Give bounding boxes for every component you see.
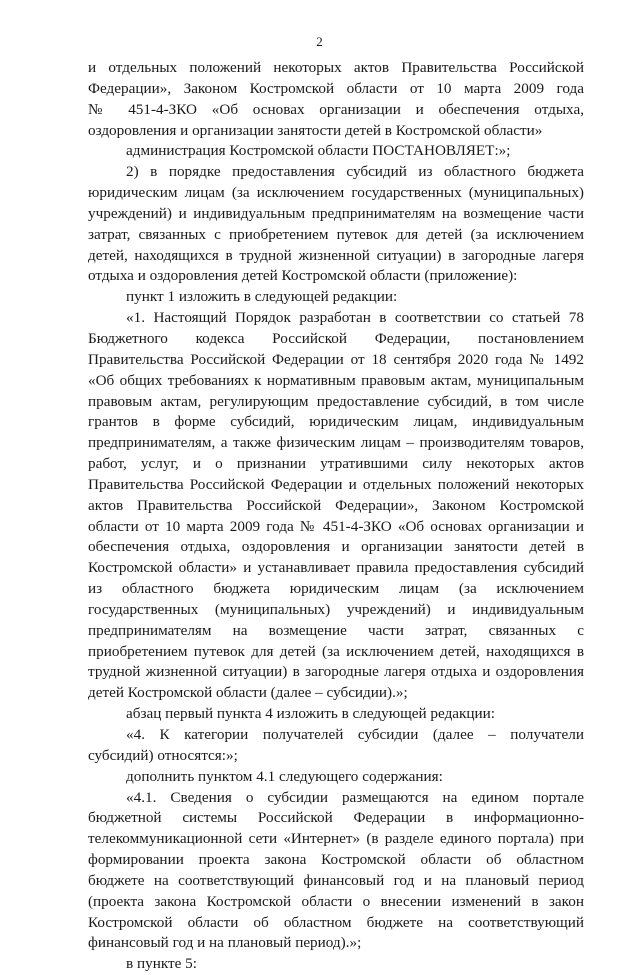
text-line: телекоммуникационной сети «Интернет» (в разделе единого портала) при <box>88 830 584 848</box>
text-line: Федерации», Законом Костромской области от 10 марта 2009 года <box>88 79 584 97</box>
text-line: оздоровления и организации занятости детей в Костромской области» <box>88 121 543 139</box>
text-line: Правительства Российской Федерации и отдельных положений некоторых <box>88 475 584 493</box>
text-line: детей Костромской области (далее – субсидии).»; <box>88 684 408 702</box>
page-number: 2 <box>316 34 323 49</box>
text-line: приобретением путевок для детей (за исключением детей, находящихся в <box>88 642 584 660</box>
text-line: № 451-4-ЗКО «Об основах организации и обеспечения отдыха, <box>88 100 584 118</box>
text-line: (проекта закона Костромской области о внесении изменений в закон <box>88 892 584 910</box>
text-line: обеспечения отдыха, оздоровления и организации занятости детей в <box>88 538 584 556</box>
text-line: учреждений) и индивидуальным предпринимателям на возмещение части <box>88 204 584 222</box>
text-line: грантов в форме субсидий, юридическим лицам, индивидуальным <box>88 413 584 431</box>
text-line: 2) в порядке предоставления субсидий из областного бюджета <box>126 163 584 181</box>
text-line: отдыха и оздоровления детей Костромской области (приложение): <box>88 267 518 285</box>
text-line: бюджете на соответствующий финансовый год и на плановый период <box>88 871 584 889</box>
text-line: «4. К категории получателей субсидии (далее – получатели <box>126 726 584 743</box>
text-line: государственных (муниципальных) учреждений) и индивидуальным <box>88 600 584 618</box>
text-line: юридическим лицам (за исключением государственных (муниципальных) <box>88 184 584 202</box>
text-line: Костромской области об областном бюджете на соответствующий <box>88 913 584 931</box>
text-line: работ, услуг, и о признании утратившими силу некоторых актов <box>88 455 584 473</box>
text-line: в пункте 5: <box>126 955 197 973</box>
text-line: предпринимателям, а также физическим лицам – производителям товаров, <box>88 434 584 452</box>
text-line: администрация Костромской области ПОСТАНОВЛЯЕТ:»; <box>126 142 511 160</box>
text-line: финансовый год и на плановый период).»; <box>88 934 362 952</box>
text-line: затрат, связанных с приобретением путевок для детей (за исключением <box>88 225 584 243</box>
text-line: дополнить пунктом 4.1 следующего содержания: <box>126 767 443 785</box>
text-line: абзац первый пункта 4 изложить в следующей редакции: <box>126 705 496 723</box>
text-line: актов Правительства Российской Федерации», Законом Костромской <box>88 496 584 514</box>
document-body <box>88 58 584 975</box>
text-line: Костромской области» и устанавливает правила предоставления субсидий <box>88 559 584 577</box>
text-line: области от 10 марта 2009 года № 451-4-ЗКО «Об основах организации и <box>88 517 584 535</box>
text-line: трудной жизненной ситуации) в загородные лагеря отдыха и оздоровления <box>88 663 584 681</box>
text-line: предпринимателям на возмещение части затрат, связанных с <box>88 621 584 639</box>
text-line: из областного бюджета юридическим лицам (за исключением <box>88 580 584 598</box>
text-line: бюджетной системы Российской Федерации в информационно- <box>88 809 584 827</box>
text-line: детей, находящихся в трудной жизненной ситуации) в загородные лагеря <box>88 246 584 264</box>
text-line: Бюджетного кодекса Российской Федерации, постановлением <box>88 329 584 347</box>
text-line: формировании проекта закона Костромской области об областном <box>88 851 584 869</box>
text-line: Правительства Российской Федерации от 18 сентября 2020 года № 1492 <box>88 350 584 368</box>
text-line: «Об общих требованиях к нормативным правовым актам, муниципальным <box>88 371 584 389</box>
text-line: «4.1. Сведения о субсидии размещаются на едином портале <box>126 788 584 806</box>
text-line: правовым актам, регулирующим предоставление субсидий, в том числе <box>88 392 584 410</box>
text-line: субсидий) относятся:»; <box>88 746 238 764</box>
text-line: и отдельных положений некоторых актов Правительства Российской <box>88 59 584 76</box>
text-line: «1. Настоящий Порядок разработан в соответствии со статьей 78 <box>126 309 584 327</box>
text-line: пункт 1 изложить в следующей редакции: <box>126 288 398 306</box>
